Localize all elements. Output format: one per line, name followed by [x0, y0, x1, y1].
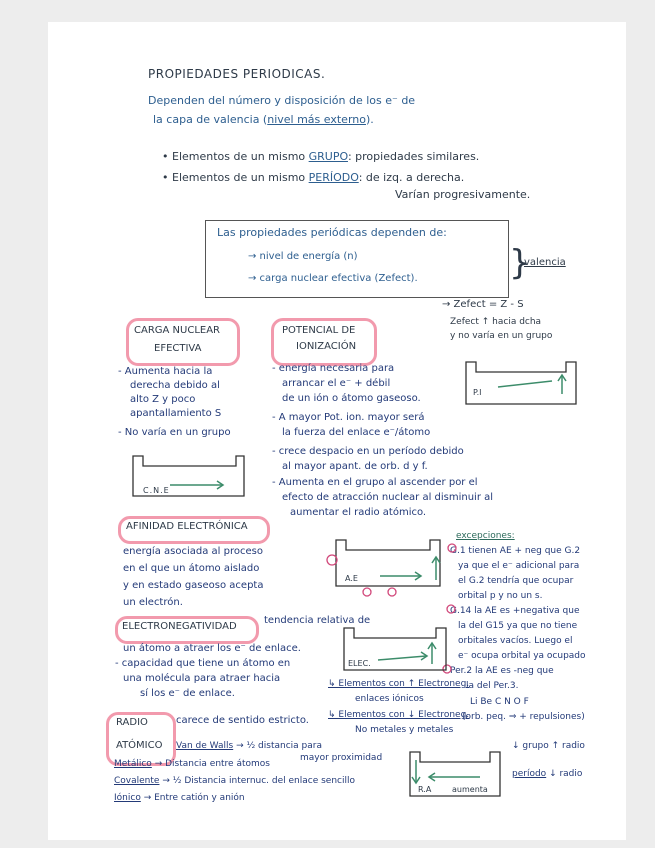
- electroneg-line-1: un átomo a atraer los e⁻ de enlace.: [123, 643, 301, 654]
- excepciones-line-4: orbital p y no un s.: [458, 591, 543, 601]
- bullet-grupo: • Elementos de un mismo GRUPO: propiedades similares.: [162, 150, 480, 163]
- intro-line-2: la capa de valencia (nivel más externo).: [153, 113, 374, 126]
- excepciones-line-12: (orb. peq. ⇒ + repulsiones): [462, 712, 585, 722]
- afinidad-line-4: un electrón.: [123, 597, 183, 608]
- excepciones-line-5: G.14 la AE es +negativa que: [450, 606, 580, 616]
- radio-vdw: Van de Walls → ½ distancia para: [176, 741, 322, 751]
- diagram-label-cne: C.N.E: [143, 486, 170, 495]
- potencial-line-7: al mayor apant. de orb. d y f.: [282, 461, 428, 472]
- excepciones-line-2: ya que el e⁻ adicional para: [458, 561, 580, 571]
- potencial-line-4: - A mayor Pot. ion. mayor será: [272, 412, 425, 423]
- electroneg-line-3: una molécula para atraer hacia: [123, 673, 281, 684]
- carga-line-3: alto Z y poco: [130, 394, 196, 405]
- excepciones-line-1: G.1 tienen AE + neg que G.2: [450, 546, 581, 556]
- diagram-ae: [327, 540, 456, 673]
- diagram-label-pi: P.I: [473, 388, 482, 397]
- diagram-label-ae: A.E: [345, 574, 358, 583]
- diagram-label-ra: R.A: [418, 785, 432, 794]
- carga-heading-1: CARGA NUCLEAR: [134, 325, 221, 336]
- diagram-elec: [344, 628, 446, 670]
- electroneg-note-2: enlaces iónicos: [355, 694, 424, 704]
- electroneg-note-4: No metales y metales: [355, 725, 454, 735]
- potencial-line-3: de un ión o átomo gaseoso.: [282, 393, 421, 404]
- afinidad-line-1: energía asociada al proceso: [123, 546, 263, 557]
- afinidad-line-3: y en estado gaseoso acepta: [123, 580, 264, 591]
- zefect-note-2: y no varía en un grupo: [450, 331, 553, 341]
- radio-right-1: ↓ grupo ↑ radio: [512, 741, 585, 751]
- electroneg-note-3: ↳ Elementos con ↓ Electroneg.: [328, 710, 470, 720]
- excepciones-line-3: el G.2 tendría que ocupar: [458, 576, 574, 586]
- intro-line-1: Dependen del número y disposición de los e⁻ de: [148, 94, 416, 107]
- bullet-periodo-cont: Varían progresivamente.: [395, 188, 531, 201]
- potencial-heading-2: IONIZACIÓN: [296, 341, 357, 352]
- carga-heading-2: EFECTIVA: [154, 343, 202, 354]
- afinidad-heading: AFINIDAD ELECTRÓNICA: [126, 521, 248, 532]
- excepciones-line-10: la del Per.3.: [466, 681, 519, 691]
- excepciones-line-8: e⁻ ocupa orbital ya ocupado: [458, 651, 586, 661]
- excepciones-line-7: orbitales vacíos. Luego el: [458, 636, 573, 646]
- excepciones-line-9: Per.2 la AE es -neg que: [450, 666, 554, 676]
- carga-line-2: derecha debido al: [130, 380, 220, 391]
- radio-covalente: Covalente → ½ Distancia internuc. del enlace sencillo: [114, 776, 355, 786]
- carga-line-5: - No varía en un grupo: [118, 427, 231, 438]
- depend-item-nivel: → nivel de energía (n): [248, 251, 358, 262]
- diagram-cne: [133, 456, 244, 496]
- brace-icon: }: [509, 243, 531, 283]
- radio-line-0: carece de sentido estricto.: [176, 715, 309, 726]
- electroneg-note-1: ↳ Elementos con ↑ Electroneg.: [328, 679, 470, 689]
- diagram-label-elec: ELEC.: [348, 659, 371, 668]
- potencial-line-10: aumentar el radio atómico.: [290, 507, 427, 518]
- carga-line-1: - Aumenta hacia la: [118, 366, 213, 377]
- potencial-line-5: la fuerza del enlace e⁻/átomo: [282, 427, 431, 438]
- potencial-line-6: - crece despacio en un período debido: [272, 446, 464, 457]
- excepciones-line-11: Li Be C N O F: [470, 697, 529, 707]
- diagram-label-aumenta: aumenta: [452, 785, 488, 794]
- page-title: PROPIEDADES PERIODICAS.: [148, 67, 326, 81]
- potencial-line-8: - Aumenta en el grupo al ascender por el: [272, 477, 478, 488]
- radio-heading-2: ATÓMICO: [116, 740, 163, 751]
- radio-right-2: período ↓ radio: [512, 769, 583, 779]
- radio-metalico: Metálico → Distancia entre átomos: [114, 759, 270, 769]
- potencial-line-9: efecto de atracción nuclear al disminuir al: [282, 492, 494, 503]
- excepciones-heading: excepciones:: [456, 531, 515, 541]
- radio-heading-1: RADIO: [116, 717, 148, 728]
- electroneg-line-4: sí los e⁻ de enlace.: [140, 688, 235, 699]
- potencial-line-1: - energía necesaria para: [272, 363, 395, 374]
- depend-item-carga: → carga nuclear efectiva (Zefect).: [248, 273, 418, 284]
- electroneg-heading: ELECTRONEGATIVIDAD: [122, 621, 237, 632]
- electroneg-line-0: tendencia relativa de: [264, 615, 371, 626]
- afinidad-line-2: en el que un átomo aislado: [123, 563, 260, 574]
- zefect-formula: → Zefect = Z - S: [442, 299, 524, 310]
- zefect-note-1: Zefect ↑ hacia dcha: [450, 317, 542, 327]
- excepciones-line-6: la del G15 ya que no tiene: [458, 621, 578, 631]
- potencial-line-2: arrancar el e⁻ + débil: [282, 378, 391, 389]
- potencial-heading-1: POTENCIAL DE: [282, 325, 356, 336]
- radio-vdw-cont: mayor proximidad: [300, 753, 383, 763]
- electroneg-line-2: - capacidad que tiene un átomo en: [115, 658, 291, 669]
- diagram-ra: [410, 752, 500, 796]
- carga-line-4: apantallamiento S: [130, 408, 222, 419]
- bullet-periodo: • Elementos de un mismo PERÍODO: de izq. a derecha.: [162, 171, 465, 184]
- diagram-pi: [466, 362, 576, 404]
- brace-label: valencia: [524, 257, 566, 268]
- radio-ionico: Iónico → Entre catión y anión: [114, 793, 245, 803]
- depend-box-title: Las propiedades periódicas dependen de:: [217, 226, 447, 239]
